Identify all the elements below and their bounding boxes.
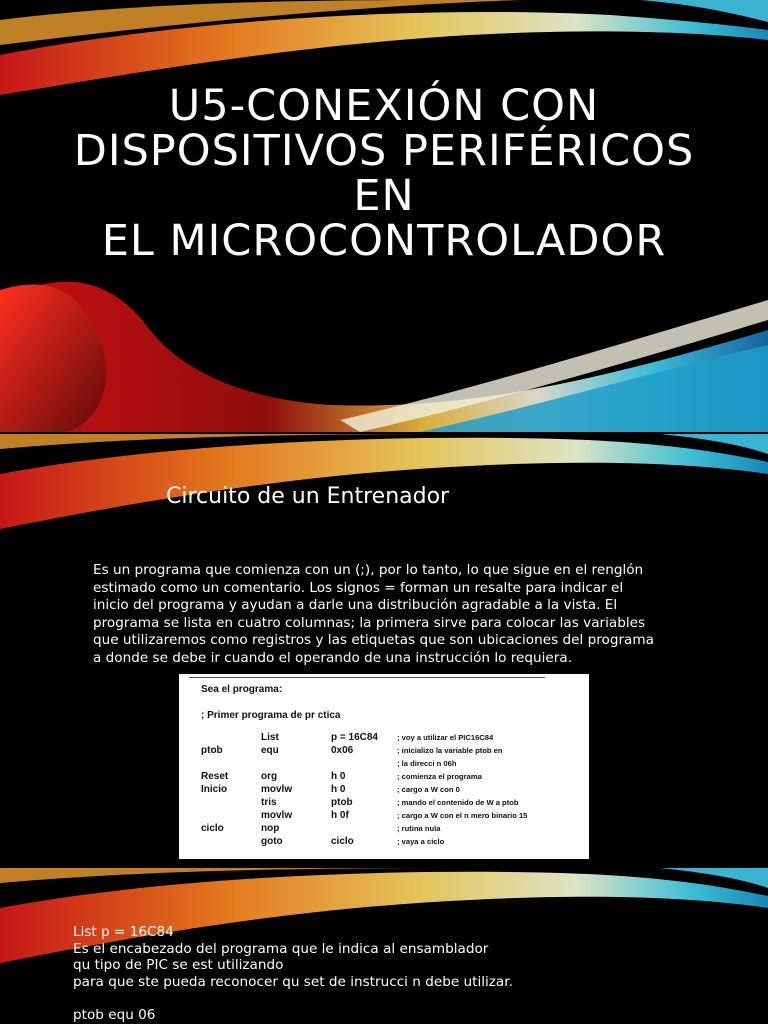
text-line: Es el encabezado del programa que le indica al ensamblador [73, 940, 489, 957]
title-line: DISPOSITIVOS PERIFÉRICOS EN [73, 126, 695, 221]
row-arg: h 0 [331, 784, 346, 795]
text-line: para que ste pueda reconocer qu set de instrucci n debe utilizar. [73, 973, 513, 990]
title-slide [0, 0, 768, 432]
row-arg: ciclo [331, 836, 354, 847]
text-line: qu tipo de PIC se est utilizando [73, 957, 284, 973]
row-arg: ptob [331, 797, 353, 808]
row-op: tris [261, 797, 277, 808]
row-label: Inicio [201, 784, 228, 795]
program-row [179, 836, 589, 849]
row-op: List [261, 732, 279, 743]
row-op: org [261, 771, 278, 782]
row-arg: p = 16C84 [331, 732, 378, 743]
text-line: List p = 16C84 [73, 924, 174, 940]
slide-body-text [73, 924, 513, 1023]
row-op: movlw [261, 784, 293, 795]
row-op: nop [261, 823, 280, 834]
text-line [73, 990, 513, 1007]
divider [189, 677, 545, 678]
row-comment: ; cargo a W con el n mero binario 15 [397, 811, 528, 820]
content-slide [0, 868, 768, 1024]
slide-body-text: Es un programa que comienza con un (;), por lo tanto, lo que sigue en el renglón estimado como un comentario. Los signos = forman un resalte para indicar el inicio del programa y ayudan a darle una distribución agradable a la vista. El programa se lista en cuatro columnas; la primera sirve para colocar las variables que utilizaremos como registros y las etiquetas que son ubicaciones del programa a donde se debe ir cuando el operando de una instrucción lo requiera. [93, 562, 654, 666]
row-op: movlw [261, 810, 293, 821]
program-row [179, 797, 589, 810]
program-row [179, 823, 589, 836]
slide-title: Circuito de un Entrenador [166, 484, 450, 509]
program-row [179, 758, 589, 771]
row-label: ptob [201, 745, 223, 756]
program-row [179, 784, 589, 797]
row-comment: ; inicializo la variable ptob en [397, 746, 503, 755]
row-arg: h 0 [331, 771, 346, 782]
row-comment: ; la direcci n 06h [397, 759, 457, 768]
row-label: ciclo [201, 823, 224, 834]
program-row [179, 810, 589, 823]
title-line: U5-CONEXIÓN CON [168, 81, 600, 131]
row-comment: ; vaya a ciclo [397, 837, 445, 846]
row-op: goto [261, 836, 283, 847]
row-op: equ [261, 745, 279, 756]
row-comment: ; comienza el programa [397, 772, 482, 781]
text-line: ptob equ 06 [73, 1006, 156, 1023]
row-comment: ; rutina nula [397, 824, 441, 833]
row-label: Reset [201, 771, 229, 782]
title-line: EL MICROCONTROLADOR [101, 216, 667, 266]
program-header: Sea el programa: [201, 684, 283, 695]
row-arg: h 0f [331, 810, 349, 821]
program-listing [179, 674, 589, 859]
program-row [179, 745, 589, 758]
program-subheader: ; Primer programa de pr ctica [201, 710, 341, 721]
row-comment: ; mando el contenido de W a ptob [397, 798, 519, 807]
row-arg: 0x06 [331, 745, 354, 756]
program-row [179, 732, 589, 745]
content-slide [0, 434, 768, 866]
row-comment: ; cargo a W con 0 [397, 785, 460, 794]
row-comment: ; voy a utilizar el PIC16C84 [397, 733, 494, 742]
slide-title [40, 81, 728, 266]
program-row [179, 771, 589, 784]
